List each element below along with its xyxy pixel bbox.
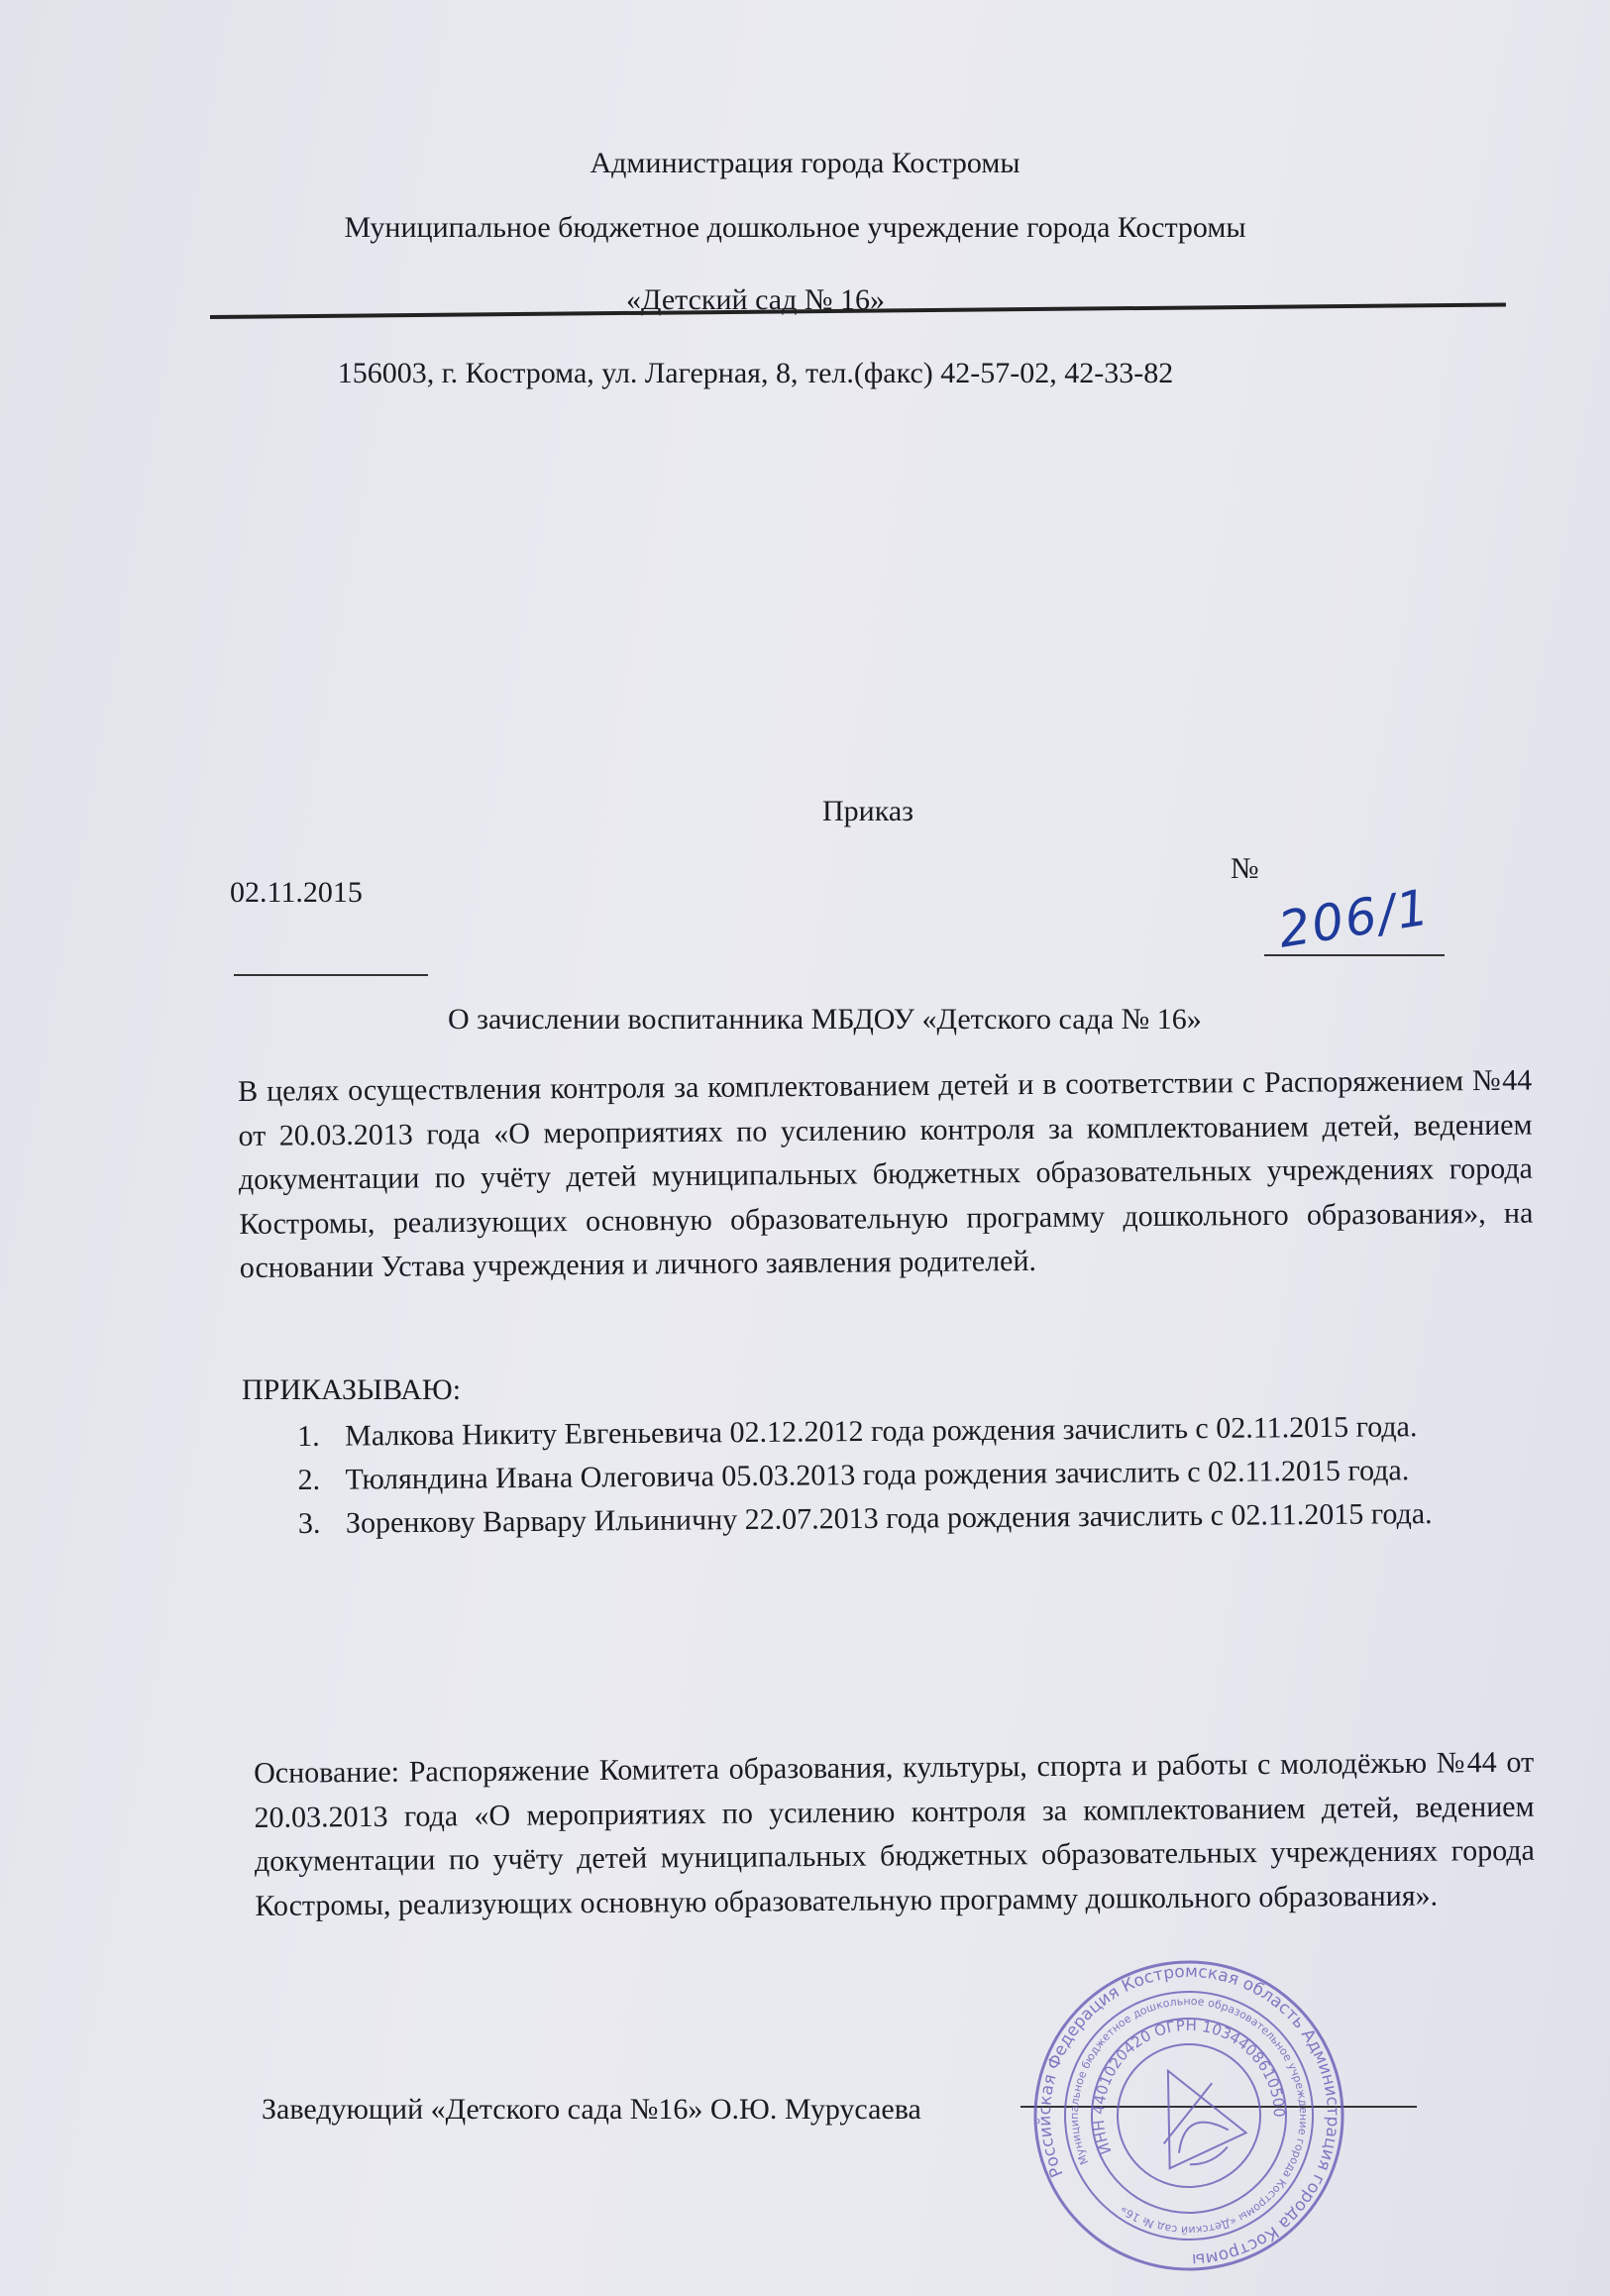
order-date: 02.11.2015 (230, 876, 363, 909)
number-underline (1264, 954, 1445, 956)
order-word: ПРИКАЗЫВАЮ: (242, 1373, 462, 1406)
header-institution: Муниципальное бюджетное дошкольное учреждение города Костромы (344, 211, 1246, 244)
stamp-emblem-icon (1132, 2052, 1250, 2178)
header-administration: Администрация города Костромы (590, 147, 1020, 179)
stamp-middle-text: Муниципальное бюджетное дошкольное образовательное учреждение города Костромы «Детский сад № 16» (1067, 1994, 1311, 2238)
list-item-number: 1. (297, 1419, 320, 1453)
official-stamp (1030, 1957, 1347, 2274)
stamp-inner-text: ИНН 4401020420 ОГРН 1034408610500 (1089, 2016, 1289, 2157)
header-kindergarten-name: «Детский сад № 16» (625, 283, 885, 316)
order-title: Приказ (822, 795, 914, 827)
enrollment-list (297, 1404, 1537, 1546)
preamble-paragraph: В целях осуществления контроля за комплектованием детей и в соответствии с Распоряжением №44 от 20.03.2013 года «О мероприятиях по усилению контроля за комплектованием детей, ведением документации по учёту детей муниципальных бюджетных образовательных учреждениях города Костромы, реализующих основную образовательную программу дошкольного образования», на основании Устава учреждения и личного заявления родителей. (238, 1063, 1534, 1284)
list-item-text: Тюляндина Ивана Олеговича 05.03.2013 года рождения зачислить с 02.11.2015 года. (345, 1454, 1410, 1496)
order-subject: О зачислении воспитанника МБДОУ «Детского сада № 16» (448, 1003, 1202, 1036)
list-item-text: Малкова Никиту Евгеньевича 02.12.2012 года рождения зачислить с 02.11.2015 года. (345, 1410, 1418, 1453)
date-underline (234, 974, 428, 976)
list-item-number: 2. (297, 1463, 321, 1496)
signature-line-text: Заведующий «Детского сада №16» О.Ю. Мурусаева (262, 2093, 921, 2126)
basis-paragraph: Основание: Распоряжение Комитета образования, культуры, спорта и работы с молодёжью №44 от 20.03.2013 года «О мероприятиях по усилению контроля за комплектованием детей, ведением документации по учёту детей муниципальных бюджетных образовательных учреждениях города Костромы, реализующих основную образовательную программу дошкольного образования». (254, 1745, 1536, 1922)
list-item-text: Зоренкову Варвару Ильиничну 22.07.2013 года рождения зачислить с 02.11.2015 года. (345, 1497, 1433, 1540)
header-address: 156003, г. Кострома, ул. Лагерная, 8, тел.(факс) 42-57-02, 42-33-82 (337, 357, 1174, 389)
stamp-outer-text: Российская Федерация Костромская область Администрация города Костромы (1034, 1961, 1343, 2270)
list-item-number: 3. (297, 1506, 321, 1540)
order-number-label: № (1231, 852, 1259, 885)
order-number-handwritten: 206/1 (1274, 878, 1435, 959)
